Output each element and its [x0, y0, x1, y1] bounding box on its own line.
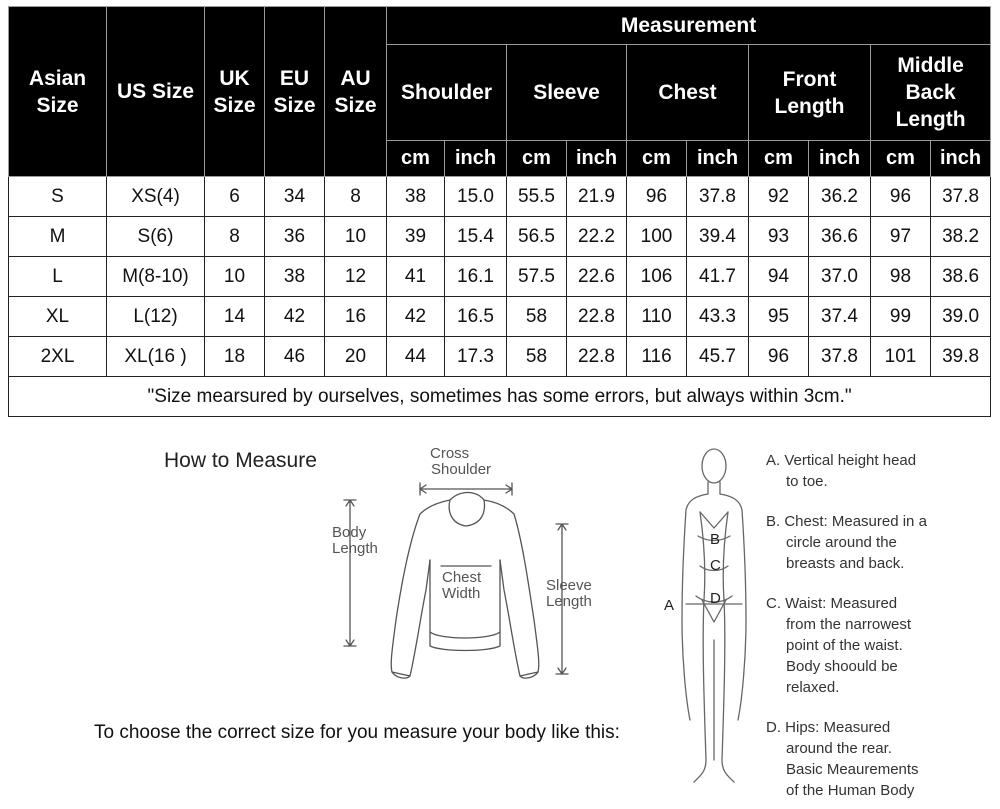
unit-inch: inch [809, 141, 871, 177]
body-note-line: of the Human Body [786, 782, 915, 799]
table-cell: 12 [325, 257, 387, 297]
header-uk-size: UK Size [205, 7, 265, 177]
table-cell: 38 [265, 257, 325, 297]
table-cell: 21.9 [567, 177, 627, 217]
body-label-c: C [710, 557, 721, 574]
table-cell: L [9, 257, 107, 297]
unit-cm: cm [627, 141, 687, 177]
unit-cm: cm [871, 141, 931, 177]
table-cell: 38 [387, 177, 445, 217]
table-cell: 96 [627, 177, 687, 217]
body-note-line: point of the waist. [786, 637, 903, 654]
body-note [766, 450, 966, 492]
sleeve-length-label-1: Sleeve [546, 577, 592, 594]
table-row [9, 297, 991, 337]
body-note [766, 717, 966, 801]
table-cell: 37.8 [931, 177, 991, 217]
table-cell: 42 [265, 297, 325, 337]
measurement-note: "Size mearsured by ourselves, sometimes has some errors, but always within 3cm." [9, 377, 991, 417]
table-cell: 97 [871, 217, 931, 257]
table-row [9, 257, 991, 297]
table-cell: 34 [265, 177, 325, 217]
table-cell: 16 [325, 297, 387, 337]
chest-width-label-2: Width [442, 585, 481, 602]
unit-inch: inch [445, 141, 507, 177]
cross-shoulder-label-1: Cross [430, 445, 470, 462]
size-chart-table [8, 6, 991, 417]
table-cell: 46 [265, 337, 325, 377]
table-cell: 16.5 [445, 297, 507, 337]
unit-inch: inch [931, 141, 991, 177]
body-note-line: relaxed. [786, 679, 840, 696]
body-label-d: D [710, 590, 721, 607]
table-cell: 55.5 [507, 177, 567, 217]
table-cell: 14 [205, 297, 265, 337]
table-cell: 37.8 [809, 337, 871, 377]
body-length-label-1: Body [332, 524, 367, 541]
size-table-body [9, 177, 991, 417]
table-cell: 101 [871, 337, 931, 377]
table-cell: 100 [627, 217, 687, 257]
table-cell: 41 [387, 257, 445, 297]
table-row [9, 217, 991, 257]
table-cell: 15.0 [445, 177, 507, 217]
table-cell: S(6) [107, 217, 205, 257]
unit-cm: cm [749, 141, 809, 177]
table-cell: 22.2 [567, 217, 627, 257]
table-cell: M [9, 217, 107, 257]
table-cell: 44 [387, 337, 445, 377]
table-cell: XL [9, 297, 107, 337]
unit-cm: cm [387, 141, 445, 177]
header-chest: Chest [627, 45, 749, 141]
table-cell: 96 [749, 337, 809, 377]
header-measurement: Measurement [387, 7, 991, 45]
table-cell: 20 [325, 337, 387, 377]
sweater-outline-icon [391, 493, 539, 679]
unit-inch: inch [687, 141, 749, 177]
table-cell: 22.8 [567, 337, 627, 377]
table-cell: 106 [627, 257, 687, 297]
table-cell: 96 [871, 177, 931, 217]
table-cell: 8 [325, 177, 387, 217]
header-front-length: Front Length [749, 45, 871, 141]
table-cell: 22.6 [567, 257, 627, 297]
body-note-line: Basic Meaurements [786, 761, 919, 778]
table-cell: 58 [507, 297, 567, 337]
table-cell: 39.8 [931, 337, 991, 377]
table-cell: 36.2 [809, 177, 871, 217]
body-note [766, 511, 966, 574]
table-row [9, 177, 991, 217]
table-cell: 36.6 [809, 217, 871, 257]
table-cell: 37.4 [809, 297, 871, 337]
body-note [766, 593, 966, 698]
body-note-line: A. Vertical height head [766, 452, 917, 469]
table-cell: 42 [387, 297, 445, 337]
table-cell: 39.0 [931, 297, 991, 337]
body-note-line: B. Chest: Measured in a [766, 513, 927, 530]
table-cell: S [9, 177, 107, 217]
table-cell: 39.4 [687, 217, 749, 257]
table-cell: 10 [205, 257, 265, 297]
body-note-line: Body shoould be [786, 658, 898, 675]
table-cell: 17.3 [445, 337, 507, 377]
table-cell: 38.6 [931, 257, 991, 297]
table-cell: 94 [749, 257, 809, 297]
body-label-b: B [710, 531, 721, 548]
table-cell: L(12) [107, 297, 205, 337]
body-length-label-2: Length [332, 540, 378, 557]
body-note-line: from the narrowest [786, 616, 912, 633]
table-cell: 92 [749, 177, 809, 217]
header-eu-size: EU Size [265, 7, 325, 177]
table-cell: 57.5 [507, 257, 567, 297]
table-cell: 15.4 [445, 217, 507, 257]
header-asian-size: Asian Size [9, 7, 107, 177]
header-sleeve: Sleeve [507, 45, 627, 141]
table-cell: 37.0 [809, 257, 871, 297]
table-cell: 99 [871, 297, 931, 337]
unit-cm: cm [507, 141, 567, 177]
body-note-line: to toe. [786, 473, 828, 490]
table-cell: 56.5 [507, 217, 567, 257]
body-note-line: C. Waist: Measured [766, 595, 898, 612]
table-cell: 93 [749, 217, 809, 257]
body-measurement-notes [766, 450, 966, 809]
table-cell: XL(16 ) [107, 337, 205, 377]
table-cell: 43.3 [687, 297, 749, 337]
table-cell: 16.1 [445, 257, 507, 297]
human-body-figure-icon [682, 449, 746, 782]
table-cell: 116 [627, 337, 687, 377]
table-cell: 41.7 [687, 257, 749, 297]
body-note-line: D. Hips: Measured [766, 719, 891, 736]
cross-shoulder-label-2: Shoulder [431, 461, 492, 478]
body-note-line: breasts and back. [786, 555, 905, 572]
header-au-size: AU Size [325, 7, 387, 177]
table-cell: 10 [325, 217, 387, 257]
sleeve-length-arrow-icon [556, 524, 568, 674]
table-cell: 95 [749, 297, 809, 337]
chest-width-label-1: Chest [442, 569, 482, 586]
cross-shoulder-arrow-icon [420, 483, 512, 495]
body-note-line: circle around the [786, 534, 897, 551]
table-cell: M(8-10) [107, 257, 205, 297]
sleeve-length-label-2: Length [546, 593, 592, 610]
header-us-size: US Size [107, 7, 205, 177]
table-cell: 36 [265, 217, 325, 257]
table-cell: 2XL [9, 337, 107, 377]
table-cell: 45.7 [687, 337, 749, 377]
table-cell: XS(4) [107, 177, 205, 217]
header-shoulder: Shoulder [387, 45, 507, 141]
unit-inch: inch [567, 141, 627, 177]
table-cell: 58 [507, 337, 567, 377]
table-cell: 98 [871, 257, 931, 297]
table-cell: 6 [205, 177, 265, 217]
body-length-arrow-icon [344, 500, 356, 646]
table-cell: 38.2 [931, 217, 991, 257]
table-cell: 8 [205, 217, 265, 257]
table-cell: 18 [205, 337, 265, 377]
table-cell: 22.8 [567, 297, 627, 337]
table-cell: 37.8 [687, 177, 749, 217]
table-cell: 110 [627, 297, 687, 337]
choose-size-instruction: To choose the correct size for you measure your body like this: [94, 722, 620, 743]
how-to-measure-title: How to Measure [164, 449, 317, 472]
body-note-line: around the rear. [786, 740, 892, 757]
header-middle-back-length: Middle Back Length [871, 45, 991, 141]
table-row [9, 337, 991, 377]
table-cell: 39 [387, 217, 445, 257]
body-label-a: A [664, 597, 675, 614]
